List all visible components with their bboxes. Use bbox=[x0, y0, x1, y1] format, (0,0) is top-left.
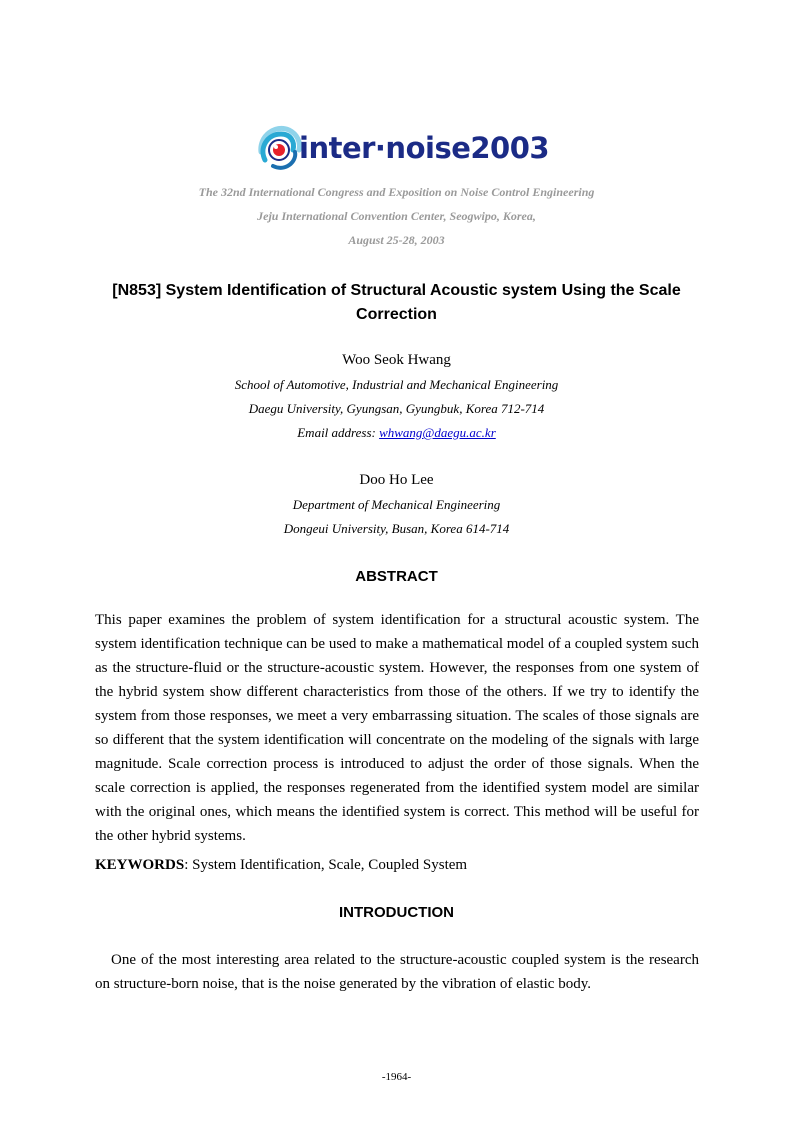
abstract-heading: ABSTRACT bbox=[355, 568, 438, 585]
logo-text: inter·noise2003 bbox=[299, 131, 550, 165]
author-address: Daegu University, Gyungsan, Gyungbuk, Korea 712-714 bbox=[248, 401, 545, 416]
keywords-line bbox=[95, 853, 699, 877]
keywords-text: : System Identification, Scale, Coupled System bbox=[184, 857, 468, 873]
author-affiliation: Department of Mechanical Engineering bbox=[292, 497, 501, 512]
conference-name: The 32nd International Congress and Exposition on Noise Control Engineering bbox=[198, 185, 595, 199]
email-label: Email address: bbox=[297, 425, 380, 440]
conference-venue: Jeju International Convention Center, Seogwipo, Korea, bbox=[257, 209, 536, 223]
conference-dates: August 25-28, 2003 bbox=[348, 233, 445, 247]
author-name: Doo Ho Lee bbox=[359, 472, 434, 488]
abstract-text: This paper examines the problem of system identification for a structural acoustic system. The system identification technique can be used to make a mathematical model of a coupled system such as the structure-fluid or the structure-acoustic system. However, the responses from one system of the hybrid system show different characteristics from those of the others. If we try to identify the system from those responses, we meet a very embarrassing situation. The scales of those signals are so different that the system identification will concentrate on the modeling of the signals with large magnitude. Scale correction process is introduced to adjust the order of those signals. When the scale correction is applied, the responses regenerated from the identified system model are similar with the original ones, which means the identified system is correct. This method will be useful for the other hybrid systems. bbox=[95, 612, 699, 844]
author-address: Dongeui University, Busan, Korea 614-714 bbox=[283, 521, 510, 536]
logo-swirl-icon bbox=[255, 122, 303, 174]
author-name: Woo Seok Hwang bbox=[342, 352, 451, 368]
email-link[interactable]: whwang@daegu.ac.kr bbox=[379, 425, 496, 440]
conference-logo bbox=[255, 122, 550, 174]
page-number: -1964- bbox=[381, 1071, 412, 1083]
paper-title: [N853] System Identification of Structural Acoustic system Using the Scale Correction bbox=[112, 282, 681, 323]
introduction-heading: INTRODUCTION bbox=[339, 904, 454, 921]
introduction-text: One of the most interesting area related to the structure-acoustic coupled system is the research on structure-born noise, that is the noise generated by the vibration of elastic body. bbox=[95, 952, 699, 992]
author-email-line bbox=[0, 425, 793, 441]
author-affiliation: School of Automotive, Industrial and Mechanical Engineering bbox=[234, 377, 559, 392]
keywords-label: KEYWORDS bbox=[95, 857, 185, 873]
